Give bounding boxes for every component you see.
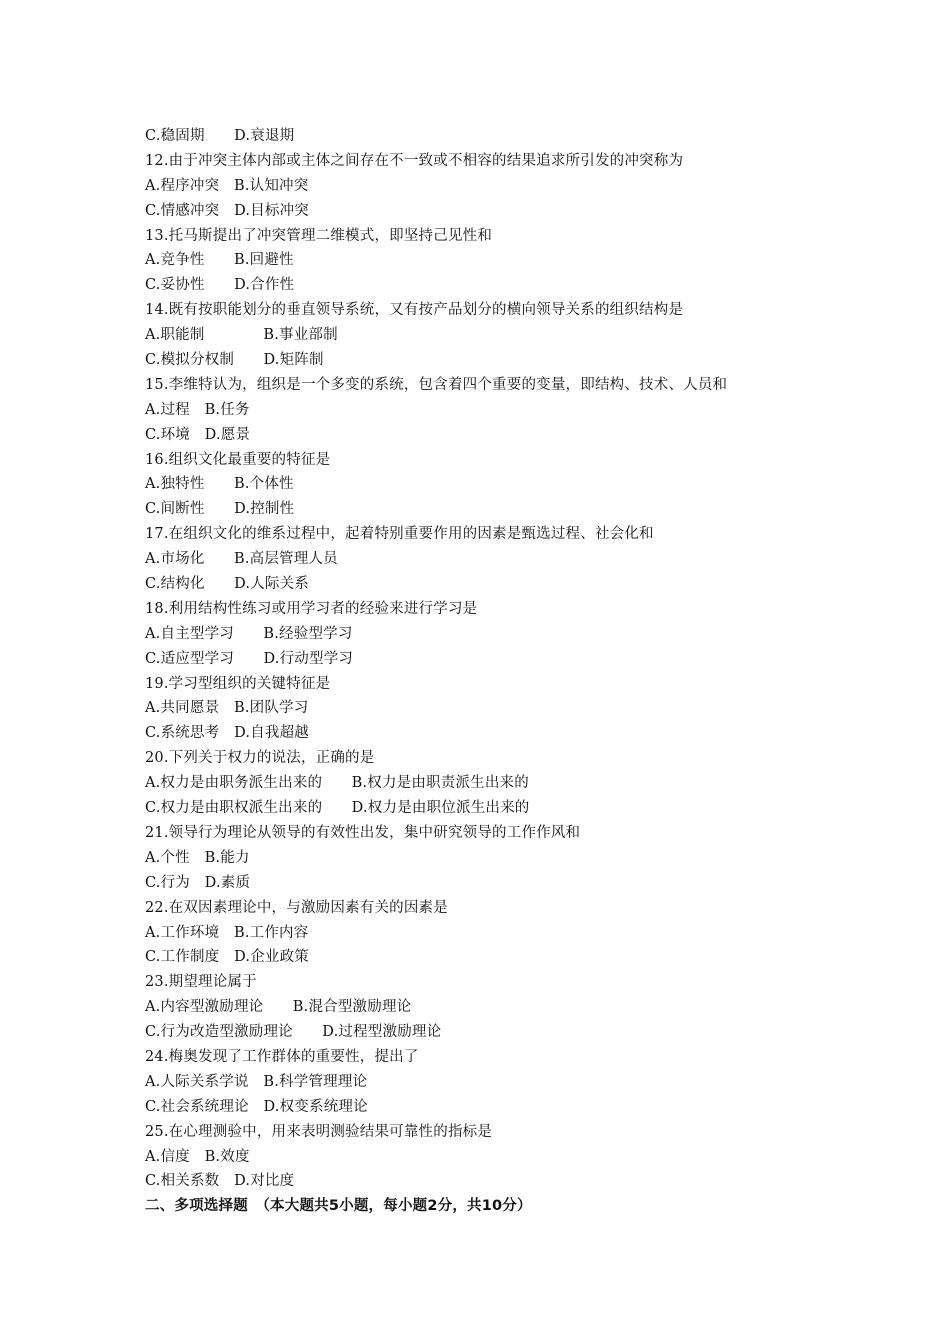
option-line: A.个性 B.能力 xyxy=(145,849,250,866)
option-line: A.独特性 B.个体性 xyxy=(145,476,294,493)
question-stem: 24.梅奥发现了工作群体的重要性，提出了 xyxy=(145,1048,419,1065)
question-stem: 17.在组织文化的维系过程中，起着特别重要作用的因素是甄选过程、社会化和 xyxy=(145,526,654,543)
option-line: A.职能制 B.事业部制 xyxy=(145,327,338,344)
option-line: C.社会系统理论 D.权变系统理论 xyxy=(145,1098,368,1115)
option-line: A.信度 B.效度 xyxy=(145,1148,250,1165)
question-stem: 19.学习型组织的关键特征是 xyxy=(145,675,331,692)
question-stem: 13.托马斯提出了冲突管理二维模式，即坚持己见性和 xyxy=(145,227,493,244)
option-line: C.稳固期 D.衰退期 xyxy=(145,128,295,144)
option-line: A.内容型激励理论 B.混合型激励理论 xyxy=(145,999,412,1016)
question-stem: 18.利用结构性练习或用学习者的经验来进行学习是 xyxy=(145,600,478,617)
option-line: C.相关系数 D.对比度 xyxy=(145,1173,295,1190)
option-line: A.程序冲突 B.认知冲突 xyxy=(145,177,309,194)
question-stem: 14.既有按职能划分的垂直领导系统，又有按产品划分的横向领导关系的组织结构是 xyxy=(145,302,684,319)
question-stem: 23.期望理论属于 xyxy=(145,974,257,991)
option-line: A.工作环境 B.工作内容 xyxy=(145,924,309,941)
option-line: A.市场化 B.高层管理人员 xyxy=(145,551,338,568)
option-line: C.妥协性 D.合作性 xyxy=(145,277,295,294)
option-line: A.自主型学习 B.经验型学习 xyxy=(145,625,353,642)
question-stem: 12.由于冲突主体内部或主体之间存在不一致或不相容的结果追求所引发的冲突称为 xyxy=(145,152,684,169)
option-line: C.工作制度 D.企业政策 xyxy=(145,949,310,966)
option-line: C.情感冲突 D.目标冲突 xyxy=(145,202,310,219)
question-stem: 20.下列关于权力的说法，正确的是 xyxy=(145,750,375,767)
option-line: C.行为改造型激励理论 D.过程型激励理论 xyxy=(145,1024,442,1041)
option-line: C.结构化 D.人际关系 xyxy=(145,576,310,593)
option-line: A.人际关系学说 B.科学管理理论 xyxy=(145,1073,368,1090)
option-line: A.竞争性 B.回避性 xyxy=(145,252,294,269)
question-stem: 16.组织文化最重要的特征是 xyxy=(145,451,331,468)
section-title: 二、多项选择题 （本大题共5小题，每小题2分，共10分） xyxy=(145,1198,532,1215)
option-line: A.共同愿景 B.团队学习 xyxy=(145,700,309,717)
option-line: C.模拟分权制 D.矩阵制 xyxy=(145,352,324,369)
option-line: C.系统思考 D.自我超越 xyxy=(145,725,310,742)
option-line: A.过程 B.任务 xyxy=(145,401,250,418)
option-line: C.间断性 D.控制性 xyxy=(145,501,295,518)
question-stem: 25.在心理测验中，用来表明测验结果可靠性的指标是 xyxy=(145,1123,493,1140)
question-stem: 22.在双因素理论中，与激励因素有关的因素是 xyxy=(145,899,448,916)
option-line: C.权力是由职权派生出来的 D.权力是由职位派生出来的 xyxy=(145,800,530,817)
question-list xyxy=(145,124,845,1219)
option-line: A.权力是由职务派生出来的 B.权力是由职责派生出来的 xyxy=(145,775,529,792)
question-stem: 21.领导行为理论从领导的有效性出发，集中研究领导的工作作风和 xyxy=(145,824,581,841)
question-stem: 15.李维特认为，组织是一个多变的系统，包含着四个重要的变量，即结构、技术、人员和 xyxy=(145,376,728,393)
option-line: C.环境 D.愿景 xyxy=(145,426,251,443)
option-line: C.适应型学习 D.行动型学习 xyxy=(145,650,354,667)
option-line: C.行为 D.素质 xyxy=(145,874,251,891)
